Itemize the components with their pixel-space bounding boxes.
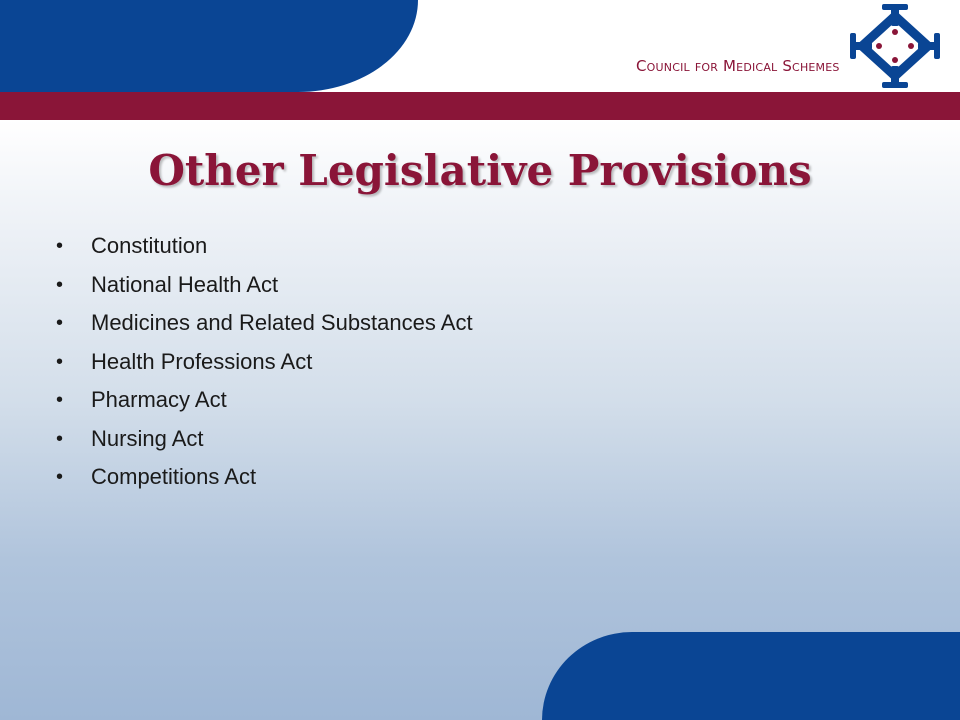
slide-title: Other Legislative Provisions [148, 146, 812, 195]
bullet-text: Pharmacy Act [91, 387, 227, 412]
header-maroon-band [0, 92, 960, 120]
bullet-text: Competitions Act [91, 464, 257, 489]
bullet-text: Health Professions Act [91, 348, 313, 374]
footer-blue-shape [542, 632, 960, 720]
bullet-icon: • [56, 427, 64, 450]
bullet-text: National Health Act [91, 271, 279, 297]
bullet-text: Constitution [91, 233, 208, 258]
bullet-icon: • [56, 466, 64, 488]
header-blue-shape [0, 0, 418, 92]
bullet-icon: • [56, 273, 64, 296]
bullet-text: Nursing Act [91, 425, 204, 451]
bullet-icon: • [56, 312, 64, 334]
cms-cross-logo-icon [848, 2, 942, 90]
bullet-icon: • [56, 235, 64, 257]
bullet-icon: • [56, 350, 64, 373]
bullet-icon: • [56, 389, 64, 411]
bullet-text: Medicines and Related Substances Act [91, 310, 473, 335]
organization-name: Council for Medical Schemes [636, 57, 840, 75]
